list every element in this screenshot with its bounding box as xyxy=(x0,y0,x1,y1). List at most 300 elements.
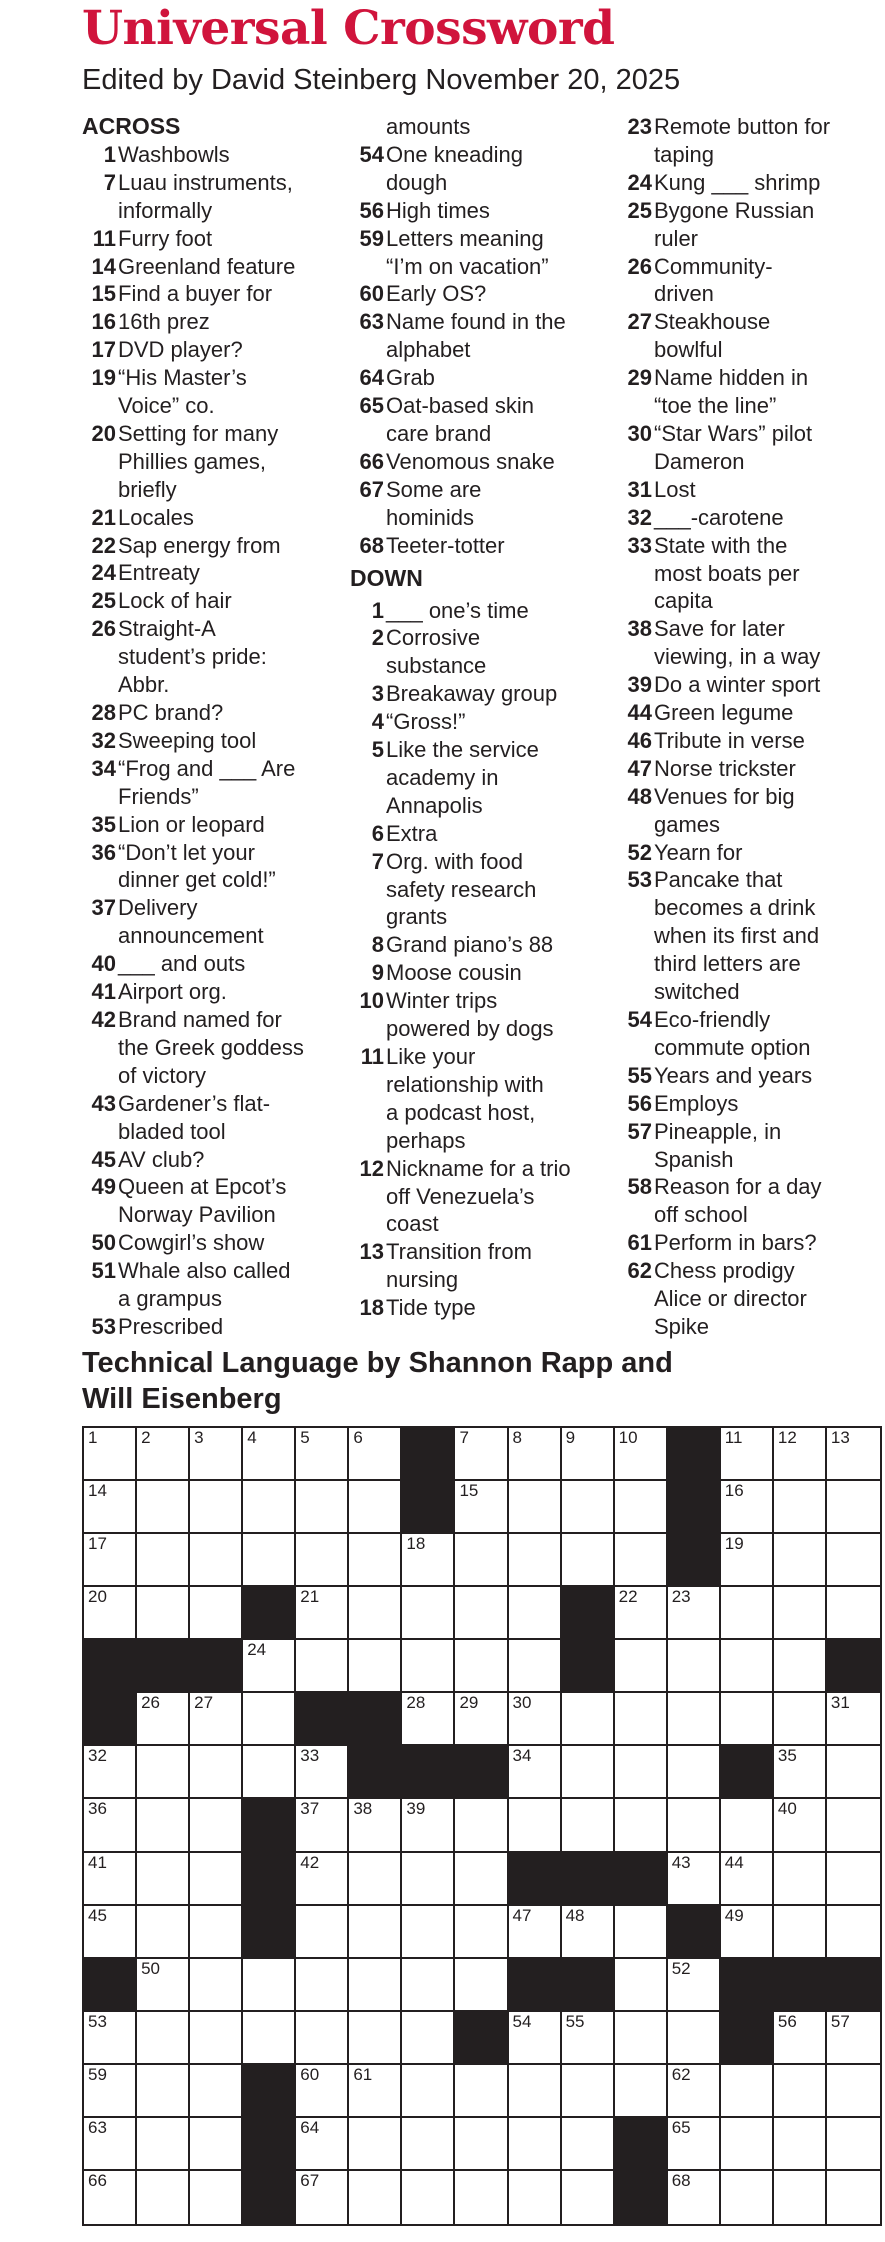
cell-number: 11 xyxy=(724,1428,743,1447)
clue-text: Name hidden in “toe the line” xyxy=(654,365,809,419)
grid-cell[interactable] xyxy=(455,1428,508,1481)
grid-cell[interactable] xyxy=(774,1640,827,1693)
clue-text: PC brand? xyxy=(118,700,224,726)
grid-cell[interactable] xyxy=(455,1959,508,2012)
grid-cell[interactable] xyxy=(827,1853,880,1906)
grid-cell[interactable] xyxy=(84,1428,137,1481)
grid-cell[interactable] xyxy=(774,2065,827,2118)
grid-cell[interactable] xyxy=(721,1853,774,1906)
grid-cell[interactable] xyxy=(721,2118,774,2171)
grid-cell[interactable] xyxy=(402,1693,455,1746)
grid-cell[interactable] xyxy=(455,1481,508,1534)
grid-cell[interactable] xyxy=(615,1640,668,1693)
clue-item xyxy=(82,141,352,169)
grid-cell[interactable] xyxy=(296,1428,349,1481)
grid-cell[interactable] xyxy=(774,1853,827,1906)
grid-cell[interactable] xyxy=(84,1587,137,1640)
grid-cell[interactable] xyxy=(84,1534,137,1587)
grid-cell[interactable] xyxy=(615,1693,668,1746)
grid-cell[interactable] xyxy=(615,2065,668,2118)
clue-item xyxy=(82,308,352,336)
grid-cell[interactable] xyxy=(349,1906,402,1959)
grid-cell[interactable] xyxy=(509,1693,562,1746)
grid-cell[interactable] xyxy=(243,1428,296,1481)
grid-cell[interactable] xyxy=(615,1746,668,1799)
grid-cell[interactable] xyxy=(455,1853,508,1906)
grid-cell[interactable] xyxy=(349,1959,402,2012)
grid-cell[interactable] xyxy=(137,1959,190,2012)
grid-cell[interactable] xyxy=(562,1534,615,1587)
grid-cell[interactable] xyxy=(509,1799,562,1852)
grid-cell[interactable] xyxy=(296,1746,349,1799)
grid-cell[interactable] xyxy=(562,1906,615,1959)
grid-cell[interactable] xyxy=(137,2012,190,2065)
clue-number: 59 xyxy=(359,225,384,251)
grid-cell[interactable] xyxy=(349,2171,402,2224)
cell-number: 67 xyxy=(300,2170,320,2190)
grid-cell[interactable] xyxy=(827,2012,880,2065)
grid-cell[interactable] xyxy=(190,1853,243,1906)
grid-cell[interactable] xyxy=(190,1746,243,1799)
grid-cell[interactable] xyxy=(190,2065,243,2118)
clue-item xyxy=(618,197,885,253)
clue-text: Grab xyxy=(386,365,435,391)
grid-cell[interactable] xyxy=(827,1799,880,1852)
cell-number: 53 xyxy=(88,2011,107,2031)
grid-cell[interactable] xyxy=(402,1959,455,2012)
grid-cell[interactable] xyxy=(137,1481,190,1534)
cell-number: 38 xyxy=(353,1799,373,1819)
clue-text: “Frog and ___ Are Friends” xyxy=(118,755,296,809)
grid-cell[interactable] xyxy=(455,2065,508,2118)
grid-cell[interactable] xyxy=(827,1587,880,1640)
grid-cell[interactable] xyxy=(615,1481,668,1534)
grid-cell[interactable] xyxy=(509,1906,562,1959)
grid-cell[interactable] xyxy=(455,2118,508,2171)
clue-item xyxy=(618,364,885,420)
grid-cell[interactable] xyxy=(774,1799,827,1852)
clue-number: 58 xyxy=(627,1174,652,1200)
clue-text: Pancake that becomes a drink when its first and third letters are switched xyxy=(654,867,820,1005)
grid-black-square xyxy=(402,1746,455,1799)
clue-item xyxy=(618,866,885,1006)
clue-number: 63 xyxy=(359,309,384,335)
grid-cell[interactable] xyxy=(615,1799,668,1852)
clue-text: Straight-A student’s pride: Abbr. xyxy=(118,616,267,698)
grid-cell[interactable] xyxy=(84,1799,137,1852)
grid-cell[interactable] xyxy=(137,1853,190,1906)
grid-cell[interactable] xyxy=(509,1481,562,1534)
grid-cell[interactable] xyxy=(774,1693,827,1746)
grid-cell[interactable] xyxy=(190,2012,243,2065)
clue-text: Nickname for a trio off Venezuela’s coast xyxy=(386,1155,571,1237)
grid-cell[interactable] xyxy=(243,1746,296,1799)
clue-number: 51 xyxy=(91,1258,116,1284)
clue-item xyxy=(350,1238,620,1294)
grid-cell[interactable] xyxy=(296,1853,349,1906)
clue-item xyxy=(350,1043,620,1155)
cell-number: 31 xyxy=(830,1693,850,1713)
grid-cell[interactable] xyxy=(509,1428,562,1481)
clue-text: Steakhouse bowlful xyxy=(654,309,771,363)
clue-number: 37 xyxy=(91,895,116,921)
grid-cell[interactable] xyxy=(721,1906,774,1959)
grid-cell[interactable] xyxy=(190,1587,243,1640)
cell-number: 66 xyxy=(88,2170,107,2190)
grid-cell[interactable] xyxy=(137,2171,190,2224)
grid-cell[interactable] xyxy=(721,2065,774,2118)
grid-cell[interactable] xyxy=(349,2012,402,2065)
cell-number: 19 xyxy=(724,1534,744,1554)
grid-cell[interactable] xyxy=(349,2065,402,2118)
grid-cell[interactable] xyxy=(774,2171,827,2224)
clue-number: 13 xyxy=(359,1239,384,1265)
clue-number: 10 xyxy=(359,988,384,1014)
grid-cell[interactable] xyxy=(137,1693,190,1746)
grid-cell[interactable] xyxy=(190,1959,243,2012)
grid-cell[interactable] xyxy=(562,2065,615,2118)
grid-cell[interactable] xyxy=(349,1799,402,1852)
grid-cell[interactable] xyxy=(243,2012,296,2065)
grid-cell[interactable] xyxy=(455,1799,508,1852)
clue-number: 5 xyxy=(371,737,384,763)
grid-black-square xyxy=(827,1640,880,1693)
grid-cell[interactable] xyxy=(509,2171,562,2224)
grid-black-square xyxy=(668,1428,721,1481)
grid-cell[interactable] xyxy=(455,1534,508,1587)
grid-cell[interactable] xyxy=(668,1799,721,1852)
grid-cell[interactable] xyxy=(509,1746,562,1799)
grid-cell[interactable] xyxy=(349,1428,402,1481)
cell-number: 35 xyxy=(777,1746,797,1766)
grid-cell[interactable] xyxy=(721,2171,774,2224)
clue-item xyxy=(618,1062,885,1090)
clue-number: 66 xyxy=(359,448,384,474)
grid-cell[interactable] xyxy=(827,1534,880,1587)
clue-text: Teeter-totter xyxy=(386,532,505,558)
grid-cell[interactable] xyxy=(402,2171,455,2224)
grid-cell[interactable] xyxy=(455,2171,508,2224)
clue-text: Save for later viewing, in a way xyxy=(654,616,821,670)
grid-cell[interactable] xyxy=(562,2012,615,2065)
grid-cell[interactable] xyxy=(774,1534,827,1587)
grid-cell[interactable] xyxy=(402,1799,455,1852)
grid-cell[interactable] xyxy=(296,1534,349,1587)
grid-cell[interactable] xyxy=(562,1428,615,1481)
grid-cell[interactable] xyxy=(296,2065,349,2118)
clue-item xyxy=(350,1294,620,1322)
grid-cell[interactable] xyxy=(349,1587,402,1640)
grid-cell[interactable] xyxy=(402,2118,455,2171)
grid-cell[interactable] xyxy=(509,1587,562,1640)
grid-black-square xyxy=(562,1853,615,1906)
grid-cell[interactable] xyxy=(774,1906,827,1959)
grid-cell[interactable] xyxy=(455,1640,508,1693)
grid-cell[interactable] xyxy=(137,1799,190,1852)
clue-item xyxy=(618,532,885,616)
grid-cell[interactable] xyxy=(349,1640,402,1693)
grid-cell[interactable] xyxy=(402,2065,455,2118)
clue-item xyxy=(350,532,620,560)
clue-text: Greenland feature xyxy=(118,253,296,279)
grid-cell[interactable] xyxy=(137,1746,190,1799)
cell-number: 56 xyxy=(777,2011,797,2031)
clue-number: 24 xyxy=(627,169,652,195)
clue-number: 56 xyxy=(627,1090,652,1116)
clue-text: Letters meaning “I’m on vacation” xyxy=(386,225,549,279)
clue-number: 1 xyxy=(103,141,116,167)
grid-cell[interactable] xyxy=(827,1906,880,1959)
grid-cell[interactable] xyxy=(190,1906,243,1959)
grid-cell[interactable] xyxy=(190,1428,243,1481)
grid-cell[interactable] xyxy=(615,1534,668,1587)
grid-cell[interactable] xyxy=(615,1906,668,1959)
cell-number: 16 xyxy=(724,1481,744,1501)
grid-cell[interactable] xyxy=(827,2065,880,2118)
grid-cell[interactable] xyxy=(349,1534,402,1587)
grid-cell[interactable] xyxy=(137,2118,190,2171)
clue-text: Winter trips powered by dogs xyxy=(386,988,554,1042)
clue-text: Remote button for taping xyxy=(654,114,831,167)
cell-number: 59 xyxy=(88,2064,107,2084)
clue-text: Prescribed xyxy=(118,1313,224,1339)
grid-cell[interactable] xyxy=(296,1481,349,1534)
grid-cell[interactable] xyxy=(721,1693,774,1746)
cell-number: 26 xyxy=(141,1693,160,1713)
clue-item xyxy=(618,476,885,504)
clue-number: 18 xyxy=(359,1295,384,1321)
cell-number: 50 xyxy=(141,1958,160,1978)
clue-number: 32 xyxy=(91,727,116,753)
clue-text: Community- driven xyxy=(654,253,773,307)
grid-cell[interactable] xyxy=(190,1799,243,1852)
clue-text: Name found in the alphabet xyxy=(386,309,566,363)
grid-black-square xyxy=(402,1428,455,1481)
clue-number: 33 xyxy=(627,532,652,558)
grid-cell[interactable] xyxy=(349,2118,402,2171)
grid-cell[interactable] xyxy=(562,1481,615,1534)
clue-item xyxy=(82,420,352,504)
clue-text: Lost xyxy=(654,476,696,502)
clue-text: Years and years xyxy=(654,1062,813,1088)
grid-cell[interactable] xyxy=(190,1693,243,1746)
grid-cell[interactable] xyxy=(827,2171,880,2224)
grid-cell[interactable] xyxy=(668,1746,721,1799)
grid-cell[interactable] xyxy=(402,2012,455,2065)
grid-cell[interactable] xyxy=(296,1587,349,1640)
grid-cell[interactable] xyxy=(562,1746,615,1799)
clue-text: Yearn for xyxy=(654,839,743,865)
grid-cell[interactable] xyxy=(562,2118,615,2171)
grid-cell[interactable] xyxy=(243,1534,296,1587)
grid-cell[interactable] xyxy=(562,1693,615,1746)
grid-cell[interactable] xyxy=(774,2012,827,2065)
grid-cell[interactable] xyxy=(84,1853,137,1906)
grid-cell[interactable] xyxy=(137,1534,190,1587)
grid-cell[interactable] xyxy=(668,2065,721,2118)
grid-cell[interactable] xyxy=(668,1693,721,1746)
clue-item xyxy=(350,959,620,987)
grid-cell[interactable] xyxy=(455,1587,508,1640)
cell-number: 36 xyxy=(88,1799,107,1819)
clue-item xyxy=(82,1257,352,1313)
grid-cell[interactable] xyxy=(190,1534,243,1587)
cell-number: 24 xyxy=(247,1640,267,1660)
grid-cell[interactable] xyxy=(349,1481,402,1534)
grid-cell[interactable] xyxy=(668,2012,721,2065)
grid-cell[interactable] xyxy=(455,1906,508,1959)
grid-cell[interactable] xyxy=(190,2171,243,2224)
grid-cell[interactable] xyxy=(402,1534,455,1587)
clue-item xyxy=(82,615,352,699)
cell-number: 3 xyxy=(194,1428,204,1447)
cell-number: 6 xyxy=(353,1428,363,1447)
clue-number: 32 xyxy=(627,504,652,530)
grid-cell[interactable] xyxy=(402,1587,455,1640)
clue-item xyxy=(82,755,352,811)
grid-cell[interactable] xyxy=(349,1853,402,1906)
clue-number: 40 xyxy=(91,951,116,977)
clue-text: Cowgirl’s show xyxy=(118,1230,265,1256)
grid-cell[interactable] xyxy=(84,2065,137,2118)
grid-cell[interactable] xyxy=(615,1428,668,1481)
grid-cell[interactable] xyxy=(562,2171,615,2224)
clue-number: 54 xyxy=(627,1007,652,1032)
grid-cell[interactable] xyxy=(509,1640,562,1693)
grid-cell[interactable] xyxy=(615,1959,668,2012)
clue-number: 2 xyxy=(371,625,384,651)
clue-item xyxy=(350,708,620,736)
clue-item xyxy=(350,820,620,848)
clue-item xyxy=(82,1146,352,1174)
grid-cell[interactable] xyxy=(721,1428,774,1481)
grid-cell[interactable] xyxy=(243,1481,296,1534)
grid-cell[interactable] xyxy=(455,1693,508,1746)
grid-cell[interactable] xyxy=(84,1481,137,1534)
grid-cell[interactable] xyxy=(137,1587,190,1640)
clue-number: 53 xyxy=(91,1313,116,1339)
clue-number: 1 xyxy=(371,597,384,623)
grid-cell[interactable] xyxy=(243,1640,296,1693)
grid-cell[interactable] xyxy=(721,1534,774,1587)
grid-cell[interactable] xyxy=(668,1853,721,1906)
grid-cell[interactable] xyxy=(615,1587,668,1640)
grid-cell[interactable] xyxy=(137,1428,190,1481)
grid-cell[interactable] xyxy=(668,2171,721,2224)
grid-black-square xyxy=(774,1959,827,2012)
grid-cell[interactable] xyxy=(721,1640,774,1693)
grid-cell[interactable] xyxy=(296,1640,349,1693)
clue-number: 36 xyxy=(91,839,116,865)
clue-number: 49 xyxy=(91,1174,116,1200)
clue-text: Moose cousin xyxy=(386,960,522,986)
cell-number: 39 xyxy=(406,1799,426,1819)
grid-cell[interactable] xyxy=(827,1481,880,1534)
grid-cell[interactable] xyxy=(84,2012,137,2065)
grid-cell[interactable] xyxy=(668,1959,721,2012)
clue-text: Brand named for the Greek goddess of victory xyxy=(118,1006,304,1088)
grid-cell[interactable] xyxy=(402,1640,455,1693)
grid-cell[interactable] xyxy=(721,1587,774,1640)
grid-cell[interactable] xyxy=(562,1799,615,1852)
grid-cell[interactable] xyxy=(721,1481,774,1534)
grid-cell[interactable] xyxy=(615,2012,668,2065)
grid-cell[interactable] xyxy=(296,2012,349,2065)
grid-cell[interactable] xyxy=(827,1746,880,1799)
grid-cell[interactable] xyxy=(296,1906,349,1959)
cell-number: 37 xyxy=(300,1799,320,1819)
grid-black-square xyxy=(721,1746,774,1799)
clue-text: Tribute in verse xyxy=(654,727,805,753)
clue-item xyxy=(350,364,620,392)
grid-cell[interactable] xyxy=(402,1853,455,1906)
grid-cell[interactable] xyxy=(827,1428,880,1481)
grid-cell[interactable] xyxy=(296,1959,349,2012)
grid-cell[interactable] xyxy=(668,1640,721,1693)
grid-cell[interactable] xyxy=(668,2118,721,2171)
grid-cell[interactable] xyxy=(668,1587,721,1640)
cell-number: 23 xyxy=(671,1587,691,1607)
grid-cell[interactable] xyxy=(774,2118,827,2171)
grid-cell[interactable] xyxy=(509,1534,562,1587)
grid-black-square xyxy=(243,1853,296,1906)
grid-cell[interactable] xyxy=(509,2012,562,2065)
grid-cell[interactable] xyxy=(243,1693,296,1746)
grid-cell[interactable] xyxy=(190,1481,243,1534)
clue-number: 62 xyxy=(627,1258,652,1284)
grid-cell[interactable] xyxy=(509,2065,562,2118)
clues-column-2 xyxy=(350,113,620,1322)
clue-number: 6 xyxy=(371,820,384,846)
grid-cell[interactable] xyxy=(296,2171,349,2224)
grid-black-square xyxy=(562,1959,615,2012)
grid-cell[interactable] xyxy=(721,1799,774,1852)
grid-cell[interactable] xyxy=(84,2118,137,2171)
grid-cell[interactable] xyxy=(190,2118,243,2171)
grid-cell[interactable] xyxy=(243,1959,296,2012)
clue-text: Chess prodigy Alice or director Spike xyxy=(654,1258,807,1339)
clue-item xyxy=(618,253,885,309)
grid-cell[interactable] xyxy=(774,1428,827,1481)
clue-number: 7 xyxy=(103,169,116,195)
clue-text: ___ one’s time xyxy=(386,597,529,623)
clue-text: Lion or leopard xyxy=(118,811,265,837)
grid-cell[interactable] xyxy=(296,2118,349,2171)
cell-number: 22 xyxy=(618,1587,638,1607)
grid-cell[interactable] xyxy=(509,2118,562,2171)
grid-cell[interactable] xyxy=(774,1746,827,1799)
grid-cell[interactable] xyxy=(827,2118,880,2171)
grid-cell[interactable] xyxy=(402,1906,455,1959)
clue-text: Some are hominids xyxy=(386,476,482,530)
grid-black-square xyxy=(349,1746,402,1799)
grid-cell[interactable] xyxy=(774,1481,827,1534)
grid-cell[interactable] xyxy=(84,2171,137,2224)
grid-cell[interactable] xyxy=(774,1587,827,1640)
grid-cell[interactable] xyxy=(84,1906,137,1959)
clue-text: DVD player? xyxy=(118,337,243,363)
grid-cell[interactable] xyxy=(296,1799,349,1852)
clue-text: Lock of hair xyxy=(118,588,232,614)
cell-number: 18 xyxy=(406,1534,426,1554)
cell-number: 33 xyxy=(300,1746,320,1766)
cell-number: 17 xyxy=(88,1534,107,1554)
grid-cell[interactable] xyxy=(137,1906,190,1959)
grid-cell[interactable] xyxy=(137,2065,190,2118)
grid-cell[interactable] xyxy=(84,1746,137,1799)
cell-number: 34 xyxy=(512,1746,532,1766)
grid-cell[interactable] xyxy=(827,1693,880,1746)
